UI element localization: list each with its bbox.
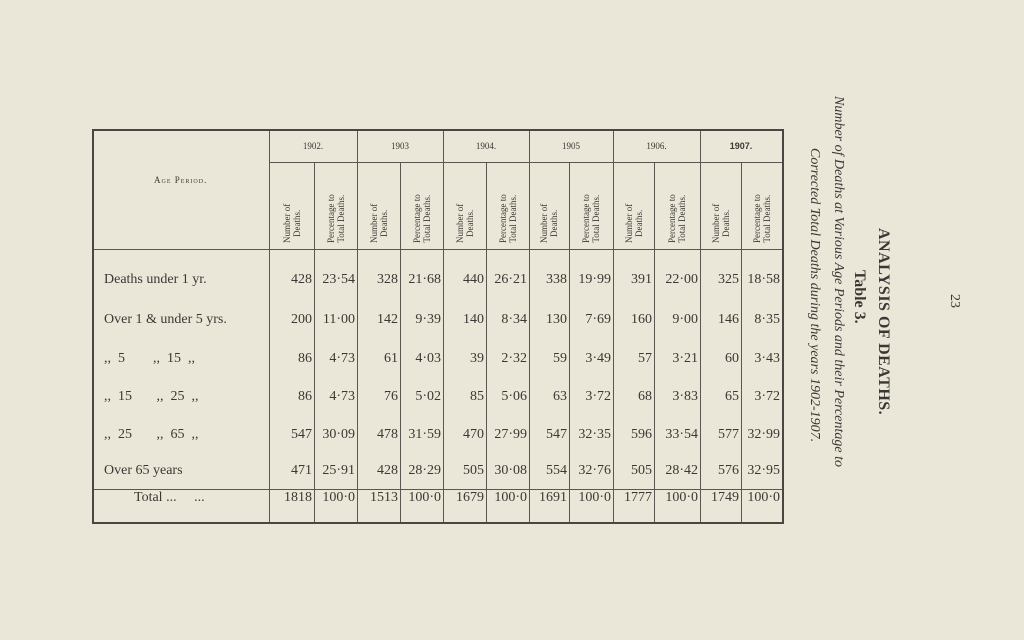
- death-count-cell: 428: [377, 463, 398, 478]
- year-header: 1907.: [729, 141, 753, 151]
- year-header: 1904.: [475, 141, 497, 151]
- column-header-line: Percentage to: [667, 194, 677, 243]
- death-percentage-cell: 5·06: [501, 389, 527, 404]
- age-row-label: Over 1 & under 5 yrs.: [104, 312, 227, 327]
- death-count-cell: 554: [546, 463, 567, 478]
- death-count-cell: 596: [631, 427, 652, 442]
- death-percentage-cell: 27·99: [494, 427, 527, 442]
- death-percentage-cell: 11·00: [322, 312, 355, 327]
- age-row-label: Over 65 years: [104, 463, 183, 478]
- death-percentage-cell: 19·99: [578, 272, 611, 287]
- death-percentage-cell: 22·00: [665, 272, 698, 287]
- death-percentage-cell: 100·0: [578, 490, 611, 505]
- column-header-line: Deaths.: [720, 209, 731, 237]
- death-percentage-cell: 32·35: [578, 427, 611, 442]
- death-count-cell: 505: [631, 463, 652, 478]
- death-count-cell: 39: [470, 351, 484, 366]
- death-percentage-cell: 3·72: [585, 389, 611, 404]
- death-percentage-cell: 28·42: [665, 463, 698, 478]
- death-count-cell: 1691: [539, 490, 567, 505]
- column-header-line: Deaths.: [549, 209, 559, 237]
- death-count-cell: 1818: [284, 490, 312, 505]
- death-count-cell: 1749: [711, 490, 739, 505]
- column-header-line: Number of: [539, 203, 549, 243]
- death-percentage-cell: 32·95: [747, 463, 780, 478]
- column-header-line: Deaths.: [378, 209, 389, 237]
- death-percentage-cell: 28·29: [408, 463, 441, 478]
- death-percentage-cell: 100·0: [322, 490, 355, 505]
- column-header-line: Percentage to: [497, 194, 508, 243]
- death-count-cell: 85: [470, 389, 484, 404]
- death-percentage-cell: 3·49: [585, 351, 611, 366]
- column-header-line: Total Deaths.: [761, 194, 772, 243]
- column-header-line: Number of: [368, 203, 379, 243]
- death-count-cell: 160: [631, 312, 652, 327]
- death-count-cell: 478: [377, 427, 398, 442]
- column-header-line: Deaths.: [464, 209, 475, 237]
- death-percentage-cell: 25·91: [322, 463, 355, 478]
- death-percentage-cell: 5·02: [415, 389, 441, 404]
- death-percentage-cell: 21·68: [408, 272, 441, 287]
- table-row-rule: [94, 249, 782, 250]
- number-of-deaths-header: [282, 204, 302, 243]
- death-count-cell: 60: [725, 351, 739, 366]
- death-count-cell: 440: [463, 272, 484, 287]
- death-percentage-cell: 31·59: [408, 427, 441, 442]
- death-count-cell: 86: [298, 389, 312, 404]
- table-row-rule: [269, 162, 782, 163]
- year-header: 1905: [562, 141, 580, 151]
- death-percentage-cell: 4·73: [329, 389, 355, 404]
- percentage-header: [752, 194, 772, 243]
- death-percentage-cell: 7·69: [585, 312, 611, 327]
- death-percentage-cell: 3·72: [754, 389, 780, 404]
- death-count-cell: 200: [291, 312, 312, 327]
- column-header-line: Total Deaths.: [677, 194, 687, 243]
- death-count-cell: 547: [291, 427, 312, 442]
- death-percentage-cell: 18·58: [747, 272, 780, 287]
- percentage-header: [326, 194, 346, 243]
- percentage-header: [498, 194, 518, 243]
- death-percentage-cell: 100·0: [408, 490, 441, 505]
- number-of-deaths-header: [624, 204, 644, 243]
- death-count-cell: 470: [463, 427, 484, 442]
- number-of-deaths-header: [539, 204, 559, 243]
- percentage-header: [412, 194, 432, 243]
- age-period-header: Age Period.: [154, 175, 208, 185]
- total-row-label: Total ... ...: [134, 490, 205, 505]
- death-percentage-cell: 3·83: [672, 389, 698, 404]
- death-percentage-cell: 32·99: [747, 427, 780, 442]
- table-subtitle-line2: Corrected Total Deaths during the years 1902-1907.: [807, 148, 822, 443]
- death-percentage-cell: 8·34: [501, 312, 527, 327]
- year-header: 1903: [391, 141, 409, 151]
- death-count-cell: 1679: [456, 490, 484, 505]
- death-count-cell: 86: [298, 351, 312, 366]
- death-count-cell: 328: [377, 272, 398, 287]
- column-header-line: Number of: [454, 203, 465, 243]
- death-count-cell: 61: [384, 351, 398, 366]
- death-count-cell: 76: [384, 389, 398, 404]
- death-count-cell: 63: [553, 389, 567, 404]
- death-percentage-cell: 3·21: [672, 351, 698, 366]
- death-percentage-cell: 9·00: [672, 312, 698, 327]
- death-count-cell: 1777: [624, 490, 652, 505]
- page-title: ANALYSIS OF DEATHS.: [875, 228, 892, 416]
- death-count-cell: 428: [291, 272, 312, 287]
- death-percentage-cell: 100·0: [665, 490, 698, 505]
- death-count-cell: 140: [463, 312, 484, 327]
- death-count-cell: 547: [546, 427, 567, 442]
- column-header-line: Total Deaths.: [591, 194, 601, 243]
- death-percentage-cell: 3·43: [754, 351, 780, 366]
- death-percentage-cell: 4·03: [415, 351, 441, 366]
- age-row-label: ,, 5 ,, 15 ,,: [104, 351, 195, 366]
- percentage-header: [667, 194, 687, 243]
- death-count-cell: 471: [291, 463, 312, 478]
- number-of-deaths-header: [455, 204, 475, 243]
- table-subtitle-line1: Number of Deaths at Various Age Periods and their Percentage to: [831, 96, 846, 467]
- column-header-line: Number of: [710, 203, 721, 243]
- death-percentage-cell: 2·32: [501, 351, 527, 366]
- death-count-cell: 1513: [370, 490, 398, 505]
- death-count-cell: 65: [725, 389, 739, 404]
- column-header-line: Deaths.: [291, 209, 302, 237]
- age-row-label: Deaths under 1 yr.: [104, 272, 207, 287]
- year-header: 1906.: [646, 141, 667, 151]
- death-count-cell: 142: [377, 312, 398, 327]
- year-header: 1902.: [302, 141, 324, 151]
- number-of-deaths-header: [711, 204, 731, 243]
- age-row-label: ,, 25 ,, 65 ,,: [104, 427, 199, 442]
- death-percentage-cell: 32·76: [578, 463, 611, 478]
- death-percentage-cell: 30·08: [494, 463, 527, 478]
- table-label: Table 3.: [851, 270, 868, 324]
- column-header-line: Percentage to: [751, 194, 762, 243]
- column-header-line: Total Deaths.: [421, 194, 432, 243]
- column-header-line: Total Deaths.: [335, 194, 346, 243]
- death-count-cell: 577: [718, 427, 739, 442]
- death-count-cell: 576: [718, 463, 739, 478]
- column-header-line: Percentage to: [411, 194, 422, 243]
- death-percentage-cell: 4·73: [329, 351, 355, 366]
- death-percentage-cell: 100·0: [747, 490, 780, 505]
- column-header-line: Number of: [281, 203, 292, 243]
- death-percentage-cell: 26·21: [494, 272, 527, 287]
- column-header-line: Number of: [623, 203, 634, 243]
- number-of-deaths-header: [369, 204, 389, 243]
- death-percentage-cell: 100·0: [494, 490, 527, 505]
- death-count-cell: 391: [631, 272, 652, 287]
- column-header-line: Total Deaths.: [507, 194, 518, 243]
- death-percentage-cell: 33·54: [665, 427, 698, 442]
- column-header-line: Percentage to: [325, 194, 336, 243]
- death-percentage-cell: 9·39: [415, 312, 441, 327]
- death-count-cell: 146: [718, 312, 739, 327]
- death-count-cell: 338: [546, 272, 567, 287]
- death-count-cell: 130: [546, 312, 567, 327]
- death-count-cell: 505: [463, 463, 484, 478]
- death-percentage-cell: 30·09: [322, 427, 355, 442]
- death-count-cell: 59: [553, 351, 567, 366]
- death-percentage-cell: 23·54: [322, 272, 355, 287]
- death-count-cell: 57: [638, 351, 652, 366]
- death-count-cell: 325: [718, 272, 739, 287]
- column-header-line: Deaths.: [633, 209, 644, 237]
- percentage-header: [581, 194, 601, 243]
- age-row-label: ,, 15 ,, 25 ,,: [104, 389, 199, 404]
- column-header-line: Percentage to: [581, 194, 591, 243]
- death-percentage-cell: 8·35: [754, 312, 780, 327]
- deaths-table: [92, 129, 784, 524]
- page-number: 23: [947, 294, 962, 308]
- death-count-cell: 68: [638, 389, 652, 404]
